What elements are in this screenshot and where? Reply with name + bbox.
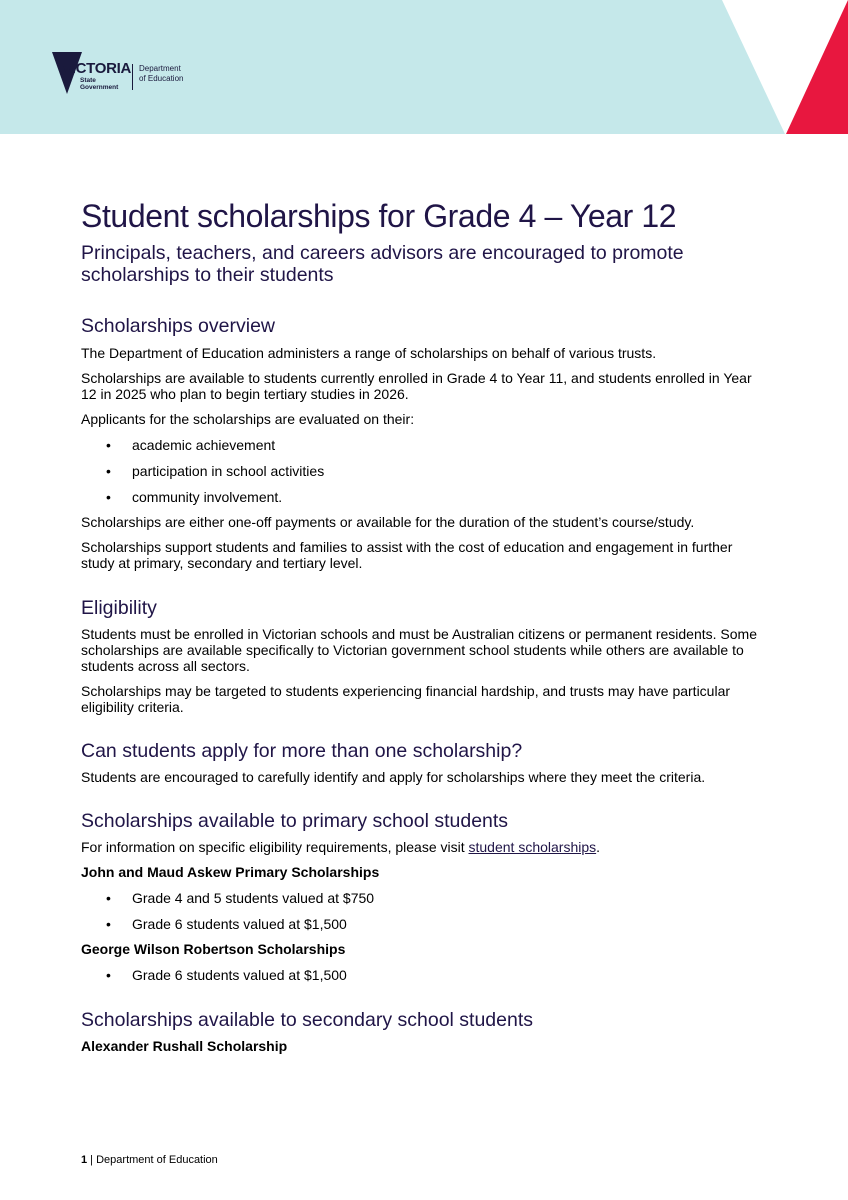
primary-intro-period: . — [596, 839, 601, 855]
page-subtitle: Principals, teachers, and careers advisors are encouraged to promote scholarships to their students — [81, 242, 684, 286]
logo-government-text: Government — [80, 84, 119, 91]
page-footer — [81, 1154, 218, 1166]
scholarship-name: John and Maud Askew Primary Scholarships — [81, 864, 380, 880]
overview-heading: Scholarships overview — [81, 315, 276, 337]
scholarship-name: George Wilson Robertson Scholarships — [81, 941, 346, 957]
list-item: • academic achievement — [81, 437, 761, 453]
eligibility-heading: Eligibility — [81, 597, 157, 619]
department-line-2: of Education — [139, 74, 184, 83]
list-item: • Grade 6 students valued at $1,500 — [81, 916, 761, 932]
eligibility-paragraph-1: Students must be enrolled in Victorian schools and must be Australian citizens or permanent residents. Some scholarships are available specifically to Victorian government school students while others are available to students across all sectors. — [81, 626, 757, 674]
primary-heading: Scholarships available to primary school students — [81, 810, 509, 832]
overview-paragraph-2: Scholarships are available to students currently enrolled in Grade 4 to Year 11, and students enrolled in Year 12 in 2025 who plan to begin tertiary studies in 2026. — [81, 370, 752, 402]
eligibility-paragraph-2: Scholarships may be targeted to students experiencing financial hardship, and trusts may have particular eligibility criteria. — [81, 683, 731, 715]
primary-intro-text: For information on specific eligibility requirements, please visit — [81, 839, 469, 855]
list-item: • Grade 6 students valued at $1,500 — [81, 967, 761, 983]
victoria-government-logo — [52, 52, 202, 96]
criteria-list — [81, 437, 761, 505]
robertson-values-list — [81, 967, 761, 983]
multiple-scholarships-heading: Can students apply for more than one scholarship? — [81, 740, 523, 762]
scholarship-name: Alexander Rushall Scholarship — [81, 1038, 288, 1054]
secondary-heading: Scholarships available to secondary school students — [81, 1009, 534, 1031]
page-number: 1 — [81, 1154, 88, 1166]
footer-separator: | — [87, 1154, 97, 1166]
logo-state-text: State — [80, 77, 96, 84]
logo-wordmark: VICTORIA — [62, 60, 131, 77]
document-body — [81, 196, 761, 1054]
footer-department: Department of Education — [96, 1154, 218, 1166]
overview-paragraph-3: Applicants for the scholarships are evaluated on their: — [81, 411, 415, 427]
multiple-scholarships-paragraph: Students are encouraged to carefully identify and apply for scholarships where they meet the criteria. — [81, 769, 706, 785]
overview-paragraph-1: The Department of Education administers a range of scholarships on behalf of various trusts. — [81, 345, 657, 361]
overview-paragraph-5: Scholarships support students and families to assist with the cost of education and engagement in further study at primary, secondary and tertiary level. — [81, 539, 733, 571]
list-item: • Grade 4 and 5 students valued at $750 — [81, 890, 761, 906]
department-name — [139, 64, 183, 84]
primary-intro — [81, 839, 761, 855]
page-title: Student scholarships for Grade 4 – Year 12 — [81, 198, 677, 234]
department-line-1: Department — [139, 64, 181, 73]
list-item: • participation in school activities — [81, 463, 761, 479]
logo-divider — [132, 64, 133, 90]
logo-subtitle — [80, 77, 118, 91]
student-scholarships-link[interactable]: student scholarships — [468, 839, 597, 855]
overview-paragraph-4: Scholarships are either one-off payments or available for the duration of the student’s course/study. — [81, 514, 695, 530]
askew-values-list — [81, 890, 761, 932]
list-item: • community involvement. — [81, 489, 761, 505]
